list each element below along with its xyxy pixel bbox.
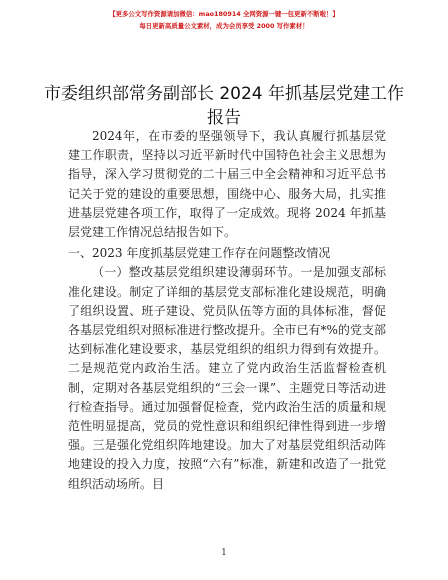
document-title-line-1: 市委组织部常务副部长 2024 年抓基层党建工作: [43, 84, 405, 104]
document-title: [40, 82, 408, 130]
intro-paragraph: 2024年，在市委的坚强领导下，我认真履行抓基层党建工作职责，坚持以习近平新时代中国特色社会主义思想为指导，深入学习贯彻党的二十届三中全会精神和习近平总书记关于党的建设的重要思想，围绕中心、服务大局，扎实推进基层党建各项工作，取得了一定成效。现将 2024 年抓基层党建工作情况总结报告如下。: [68, 129, 386, 240]
document-body: [68, 127, 386, 494]
body-paragraph-1: （一）整改基层党组织建设薄弱环节。一是加强支部标准化建设。制定了详细的基层党支部标准化建设规范，明确了组织设置、班子建设、党员队伍等方面的具体标准，督促各基层党组织对照标准进行整改提升。全市已有*%的党支部达到标准化建设要求，基层党组织的组织力得到有效提升。二是规范党内政治生活。建立了党内政治生活监督检查机制，定期对各基层党组织的“三会一课”、主题党日等活动进行检查指导。通过加强督促检查，党内政治生活的质量和规范性明显提高，党员的党性意识和组织纪律性得到进一步增强。三是强化党组织阵地建设。加大了对基层党组织活动阵地建设的投入力度，按照“六有”标准，新建和改造了一批党组织活动场所。目: [68, 265, 386, 491]
document-title-line-2: 报告: [207, 108, 241, 128]
section-heading-1-text: 一、2023 年度抓基层党建工作存在问题整改情况: [68, 246, 331, 261]
section-heading-1: [68, 244, 386, 263]
promo-banner-line-1: 【更多公文写作资源请加微信：mao180914 全网资源一键一包更新不断啦！】: [109, 10, 339, 18]
promo-banner: [0, 8, 448, 32]
promo-banner-line-2: 每日更新高质量公文素材，成为会员享受 2000 写作素材！: [139, 22, 309, 30]
page-number: 1: [221, 548, 227, 558]
